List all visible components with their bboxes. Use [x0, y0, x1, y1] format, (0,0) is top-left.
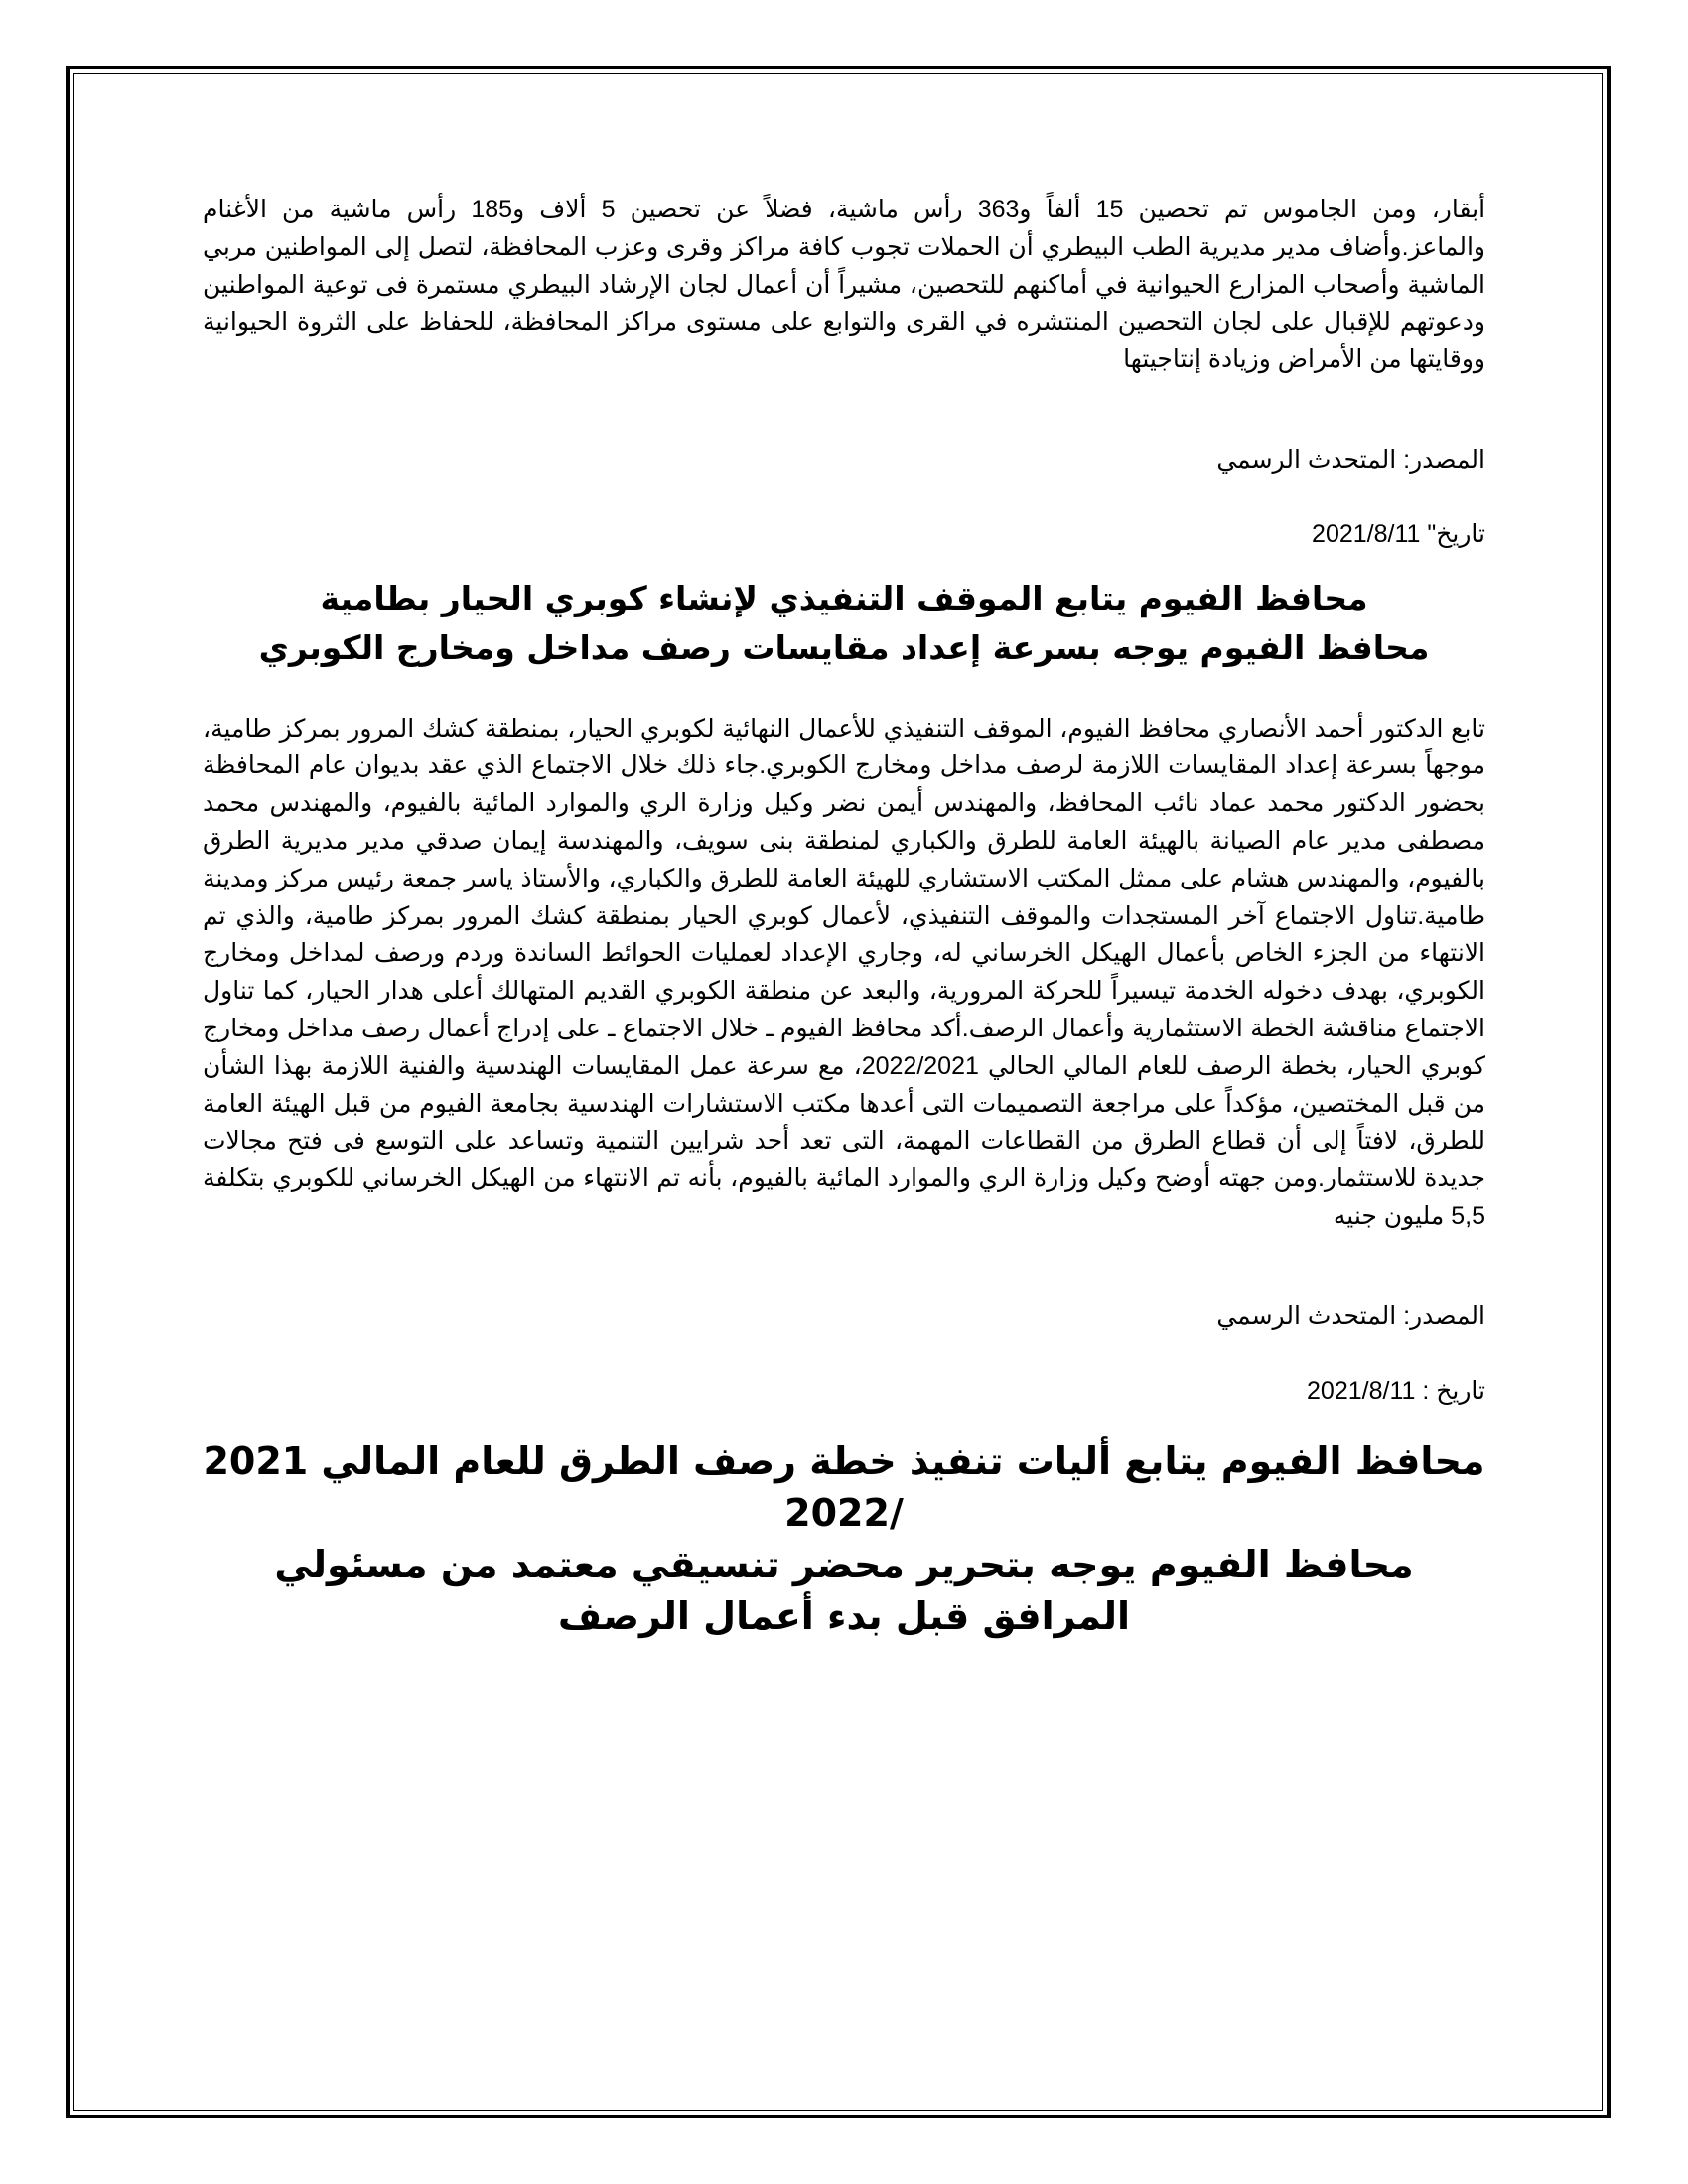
article3-headline-2: محافظ الفيوم يوجه بتحرير محضر تنسيقي معتمد من مسئولي المرافق قبل بدء أعمال الرصف	[274, 1543, 1414, 1639]
document-content	[203, 192, 1485, 1642]
article2-headline-2: محافظ الفيوم يوجه بسرعة إعداد مقايسات رصف مداخل ومخارج الكوبري	[258, 627, 1430, 667]
article1-body: أبقار، ومن الجاموس تم تحصين 15 ألفاً و363 رأس ماشية، فضلاً عن تحصين 5 ألاف و185 رأس ماشية من الأغنام والماعز.وأضاف مدير مديرية الطب البيطري أن الحملات تجوب كافة مراكز وقرى وعزب المحافظة، لتصل إلى المواطنين مربي الماشية وأصحاب المزارع الحيوانية في أماكنهم للتحصين، مشيراً أن أعمال لجان الإرشاد البيطري مستمرة فى توعية المواطنين ودعوتهم للإقبال على لجان التحصين المنتشره في القرى والتوابع على مستوى مراكز المحافظة، للحفاظ على الثروة الحيوانية ووقايتها من الأمراض وزيادة إنتاجيتها	[203, 196, 1486, 374]
article1-source: المصدر: المتحدث الرسمي	[1216, 445, 1485, 474]
article3-headline-1: محافظ الفيوم يتابع أليات تنفيذ خطة رصف الطرق للعام المالي 2021 /2022	[203, 1439, 1485, 1536]
article1-date: تاريخ" 2021/8/11	[1312, 519, 1485, 548]
article2-source: المصدر: المتحدث الرسمي	[1216, 1301, 1485, 1330]
article2-headline-1: محافظ الفيوم يتابع الموقف التنفيذي لإنشاء كوبري الحيار بطامية	[320, 578, 1368, 617]
article2-body: تابع الدكتور أحمد الأنصاري محافظ الفيوم، الموقف التنفيذي للأعمال النهائية لكوبري الحيار، بمنطقة كشك المرور بمركز طامية، موجهاً بسرعة إعداد المقايسات اللازمة لرصف مداخل ومخارج الكوبري.جاء ذلك خلال الاجتماع الذي عقد بديوان عام المحافظة بحضور الدكتور محمد عماد نائب المحافظ، والمهندس أيمن نضر وكيل وزارة الري والموارد المائية بالفيوم، والمهندس محمد مصطفى مدير عام الصيانة بالهيئة العامة للطرق والكباري لمنطقة بنى سويف، والمهندسة إيمان صدقي مدير مديرية الطرق بالفيوم، والمهندس هشام على ممثل المكتب الاستشاري للهيئة العامة للطرق والكباري، والأستاذ ياسر جمعة رئيس مركز ومدينة طامية.تناول الاجتماع آخر المستجدات والموقف التنفيذي، لأعمال كوبري الحيار بمنطقة كشك المرور بمركز طامية، والذي تم الانتهاء من الجزء الخاص بأعمال الهيكل الخرساني له، وجاري الإعداد لعمليات الحوائط الساندة وردم ورصف لمداخل ومخارج الكوبري، بهدف دخوله الخدمة تيسيراً للحركة المرورية، والبعد عن منطقة الكوبري القديم المتهالك أعلى هدار الحيار، كما تناول الاجتماع مناقشة الخطة الاستثمارية وأعمال الرصف.أكد محافظ الفيوم ـ خلال الاجتماع ـ على إدراج أعمال رصف مداخل ومخارج كوبري الحيار، بخطة الرصف للعام المالي الحالي 2022/2021، مع سرعة عمل المقايسات الهندسية والفنية اللازمة بهذا الشأن من قبل المختصين، مؤكداً على مراجعة التصميمات التى أعدها مكتب الاستشارات الهندسية بجامعة الفيوم من قبل الهيئة العامة للطرق، لافتاً إلى أن قطاع الطرق من القطاعات المهمة، التى تعد أحد شرايين التنمية وتساعد على التوسع فى فتح مجالات جديدة للاستثمار.ومن جهته أوضح وكيل وزارة الري والموارد المائية بالفيوم، بأنه تم الانتهاء من الهيكل الخرساني للكوبري بتكلفة 5,5 مليون جنيه	[203, 714, 1485, 1230]
article2-date: تاريخ : 2021/8/11	[1307, 1376, 1485, 1405]
